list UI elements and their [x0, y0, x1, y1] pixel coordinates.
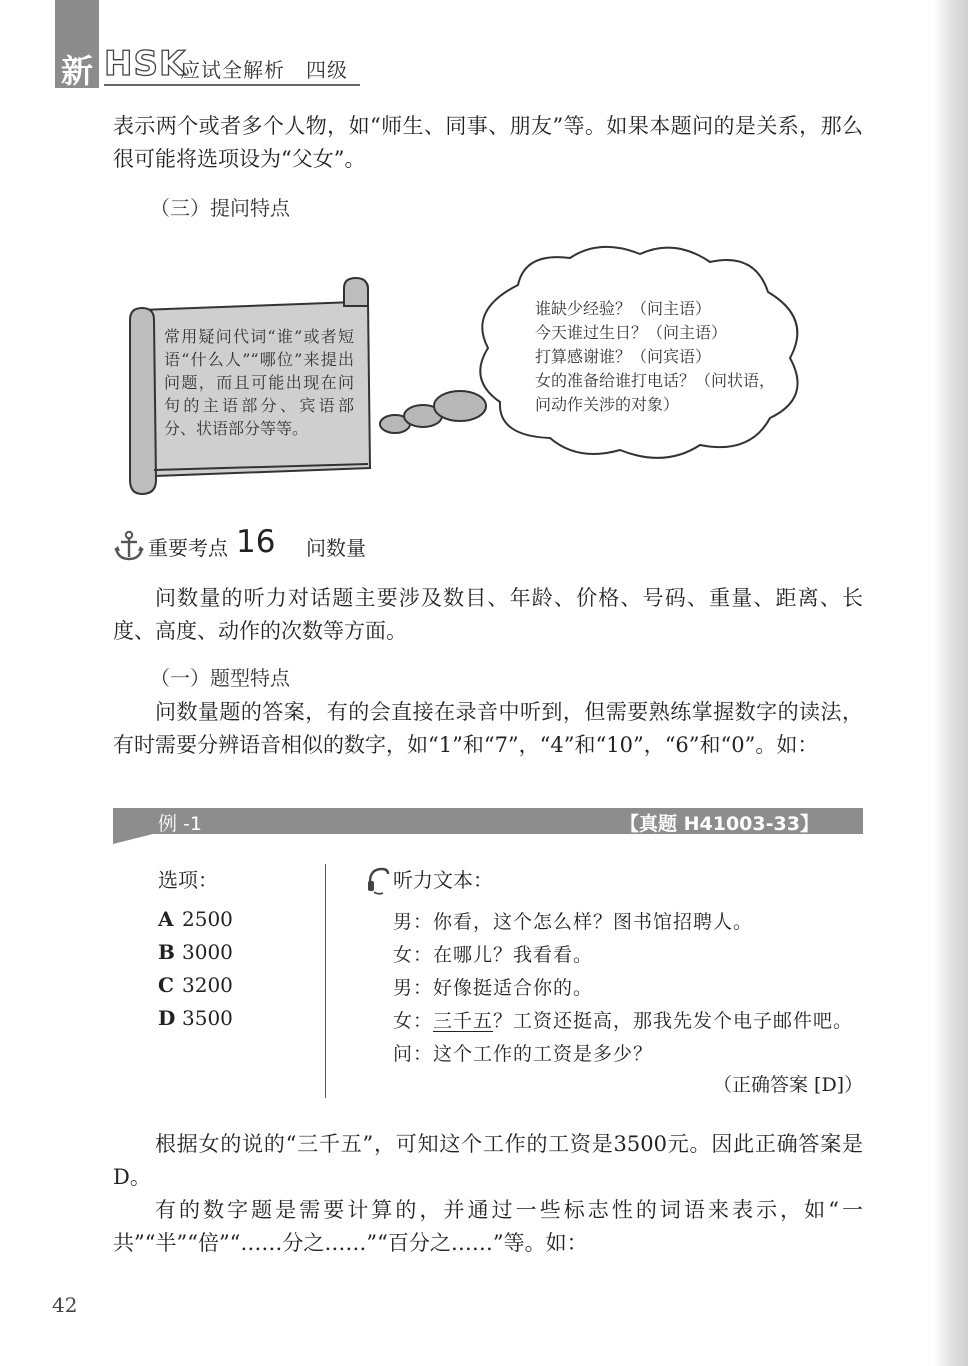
example-source: 【真题 H41003-33】 [620, 813, 819, 835]
dialogue-rest: ？工资还挺高，那我先发个电子邮件吧。 [493, 1010, 854, 1032]
cloud-line: 今天谁过生日？（问主语） [535, 323, 728, 342]
option-value: 3000 [182, 940, 233, 964]
cloud-text [535, 297, 815, 417]
key-point-label: 重要考点 [148, 536, 228, 560]
cloud-line: 问动作关涉的对象） [535, 395, 680, 414]
page-edge-shadow [934, 0, 968, 1366]
example-label: 例 -1 [158, 813, 202, 835]
intro-paragraph: 表示两个或者多个人物，如“师生、同事、朋友”等。如果本题问的是关系，那么很可能将选项设为“父女”。 [113, 114, 863, 171]
paragraph-quantity-intro: 问数量的听力对话题主要涉及数目、年龄、价格、号码、重量、距离、长度、高度、动作的次数等方面。 [113, 586, 863, 643]
correct-answer: （正确答案 [D]） [713, 1074, 864, 1096]
key-point-title: 问数量 [306, 536, 366, 560]
question-line: 问：这个工作的工资是多少？ [393, 1043, 654, 1065]
headphone-icon [366, 866, 390, 896]
section-one-title: （一）题型特点 [150, 666, 290, 690]
option-value: 3500 [182, 1006, 233, 1030]
option-letter: D [158, 1006, 176, 1030]
cloud-line: 女的准备给谁打电话？（问状语， [535, 371, 776, 390]
option-value: 2500 [182, 907, 233, 931]
option-letter: C [158, 973, 174, 997]
header-subtitle: 应试全解析 四级 [180, 58, 348, 82]
page-number: 42 [52, 1293, 78, 1317]
header-divider [104, 84, 360, 86]
option-a [158, 907, 233, 931]
dialogue-line: 男：你看，这个怎么样？图书馆招聘人。 [393, 911, 754, 933]
option-value: 3200 [182, 973, 233, 997]
thought-bubbles [380, 391, 486, 433]
paragraph-explanation: 根据女的说的“三千五”，可知这个工作的工资是3500元。因此正确答案是D。 [113, 1132, 863, 1189]
example-bar-tail [113, 834, 153, 844]
section-three-title: （三）提问特点 [150, 196, 290, 220]
option-letter: A [158, 907, 174, 931]
option-c [158, 973, 233, 997]
header-brand: HSK [104, 44, 187, 84]
key-point-number: 16 [236, 524, 276, 560]
paragraph-question-type: 问数量题的答案，有的会直接在录音中听到，但需要熟练掌握数字的读法，有时需要分辨语音相似的数字，如“1”和“7”，“4”和“10”，“6”和“0”。如： [113, 700, 863, 757]
cloud-line: 打算感谢谁？（问宾语） [535, 347, 712, 366]
cloud-line: 谁缺少经验？（问主语） [535, 299, 712, 318]
header-series-char: 新 [60, 52, 93, 90]
column-divider [325, 864, 326, 1098]
option-b [158, 940, 233, 964]
paragraph-calculation: 有的数字题是需要计算的，并通过一些标志性的词语来表示，如“一共”“半”“倍”“……分之……”“百分之……”等。如： [113, 1198, 863, 1255]
dialogue-line-key [393, 1006, 853, 1033]
options-title: 选项： [158, 868, 218, 892]
option-letter: B [158, 940, 175, 964]
scroll-note-text: 常用疑问代词“谁”或者短语“什么人”“哪位”来提出问题，而且可能出现在问句的主语部分、宾语部分、状语部分等等。 [164, 327, 354, 438]
speaker-prefix: 女： [393, 1010, 434, 1032]
dialogue-line: 男：好像挺适合你的。 [393, 977, 594, 999]
dialogue-line: 女：在哪儿？我看看。 [393, 944, 594, 966]
listening-title: 听力文本： [393, 868, 493, 892]
underlined-number: 三千五 [433, 1010, 494, 1032]
option-d [158, 1006, 233, 1030]
anchor-icon [112, 530, 146, 562]
